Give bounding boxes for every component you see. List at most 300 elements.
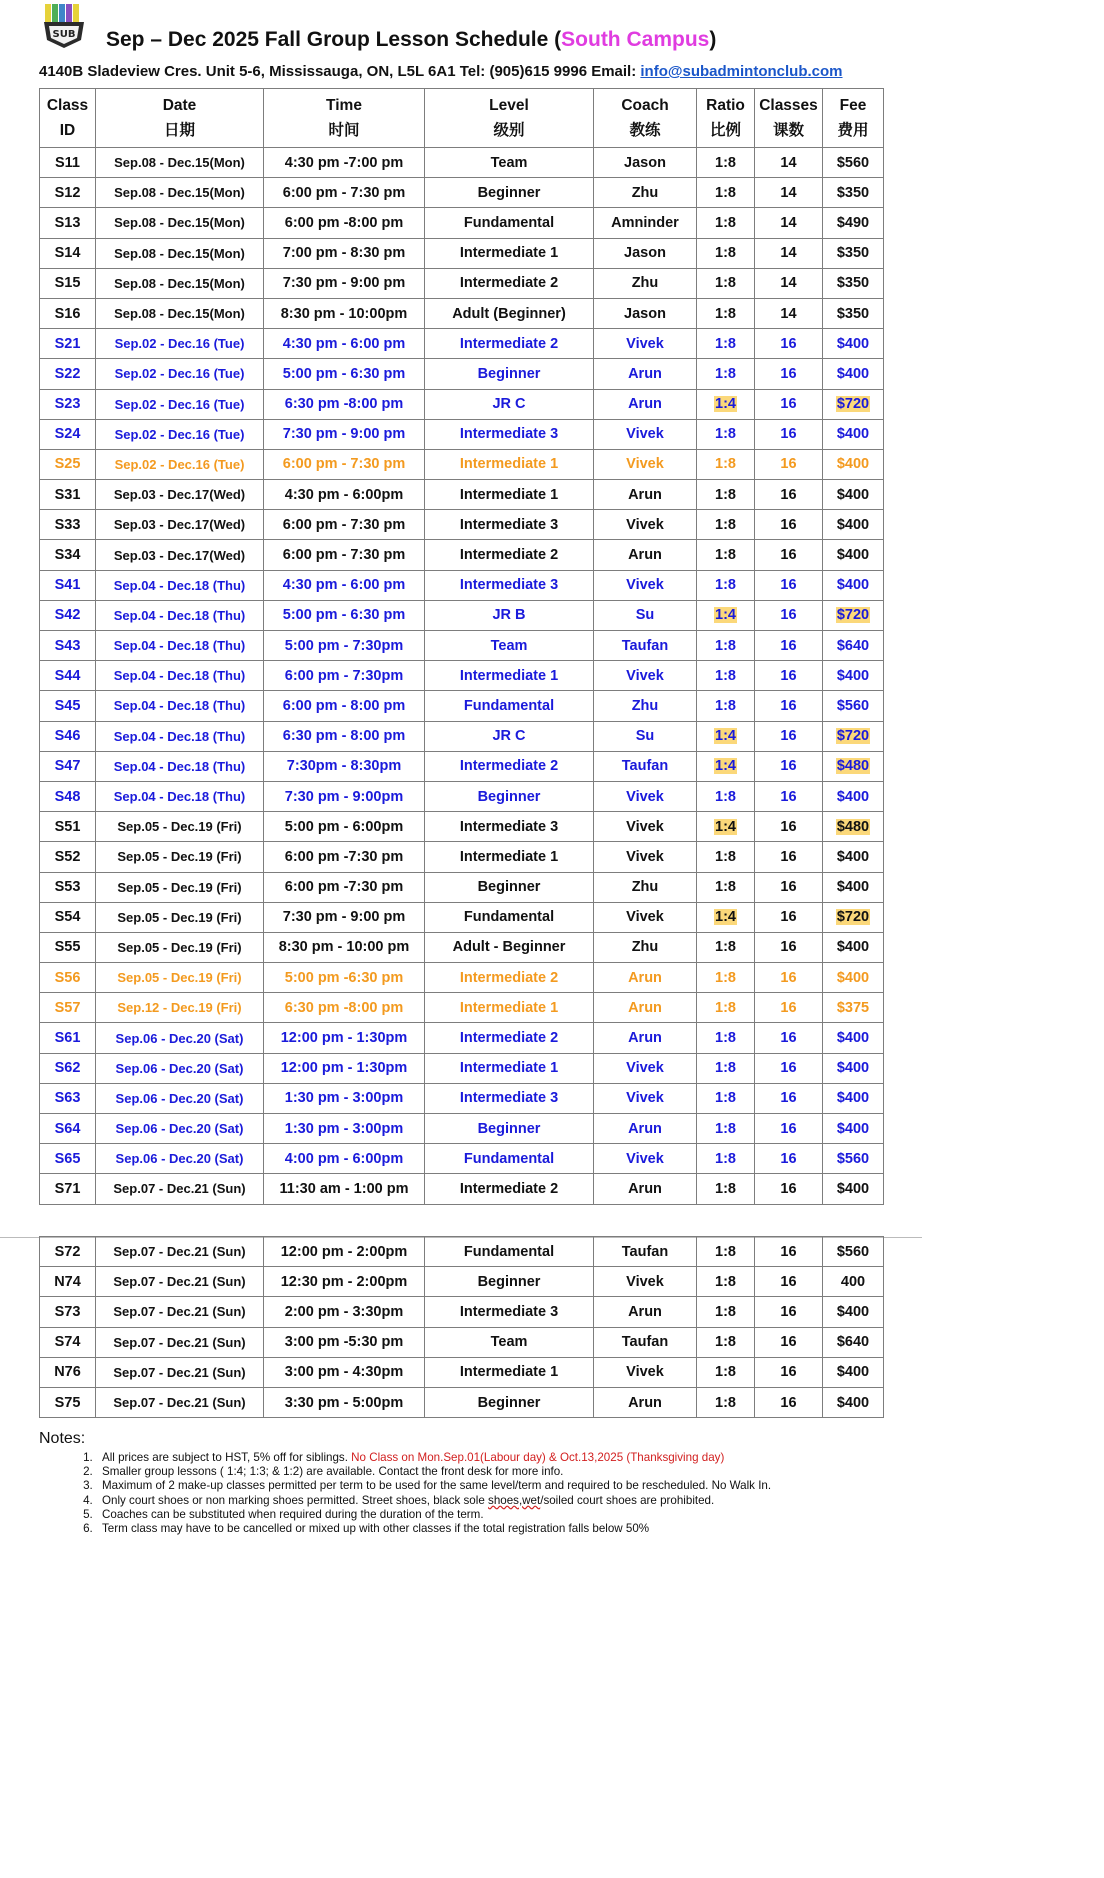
- cell-ratio: 1:8: [697, 1023, 755, 1053]
- cell-time: 6:00 pm -7:30 pm: [264, 842, 425, 872]
- table-row: [40, 238, 884, 268]
- cell-time: 6:30 pm -8:00 pm: [264, 389, 425, 419]
- cell-classes: 16: [755, 1144, 823, 1174]
- cell-ratio: 1:8: [697, 329, 755, 359]
- cell-level: Fundamental: [425, 208, 594, 238]
- cell-level: Intermediate 2: [425, 1174, 594, 1204]
- note-item: 4. Only court shoes or non marking shoes permitted. Street shoes, black sole shoes,wet/soiled court shoes are prohibited.: [96, 1494, 909, 1508]
- cell-date: Sep.07 - Dec.21 (Sun): [96, 1267, 264, 1297]
- cell-fee: $560: [823, 1237, 884, 1267]
- cell-coach: Arun: [594, 480, 697, 510]
- cell-id: S53: [40, 872, 96, 902]
- cell-id: S72: [40, 1237, 96, 1267]
- cell-fee: $400: [823, 1083, 884, 1113]
- cell-classes: 16: [755, 540, 823, 570]
- table-row: [40, 1053, 884, 1083]
- cell-fee: $400: [823, 842, 884, 872]
- schedule-table: [39, 88, 884, 1205]
- cell-fee: $720: [823, 902, 884, 932]
- cell-coach: Amninder: [594, 208, 697, 238]
- cell-fee: $720: [823, 721, 884, 751]
- cell-id: S22: [40, 359, 96, 389]
- cell-classes: 16: [755, 389, 823, 419]
- cell-fee: $720: [823, 389, 884, 419]
- col-header-classes: Classes 课数: [755, 89, 823, 148]
- cell-classes: 16: [755, 631, 823, 661]
- cell-classes: 16: [755, 480, 823, 510]
- col-header-level: Level 级别: [425, 89, 594, 148]
- cell-ratio: 1:8: [697, 1357, 755, 1387]
- cell-date: Sep.02 - Dec.16 (Tue): [96, 329, 264, 359]
- cell-fee: $640: [823, 1327, 884, 1357]
- table-row: [40, 1023, 884, 1053]
- cell-date: Sep.04 - Dec.18 (Thu): [96, 691, 264, 721]
- cell-level: Beginner: [425, 872, 594, 902]
- table-row: [40, 570, 884, 600]
- cell-time: 1:30 pm - 3:00pm: [264, 1114, 425, 1144]
- table-row: [40, 148, 884, 178]
- table-row: [40, 872, 884, 902]
- cell-id: S63: [40, 1083, 96, 1113]
- cell-ratio: 1:8: [697, 208, 755, 238]
- table-row: [40, 268, 884, 298]
- cell-classes: 16: [755, 812, 823, 842]
- cell-ratio: 1:8: [697, 661, 755, 691]
- cell-level: Intermediate 1: [425, 661, 594, 691]
- table-row: [40, 419, 884, 449]
- cell-id: S42: [40, 600, 96, 630]
- cell-time: 5:00 pm -6:30 pm: [264, 963, 425, 993]
- cell-level: Intermediate 1: [425, 238, 594, 268]
- cell-id: S56: [40, 963, 96, 993]
- cell-fee: $400: [823, 480, 884, 510]
- cell-id: S33: [40, 510, 96, 540]
- club-logo: [40, 2, 88, 50]
- cell-level: Fundamental: [425, 1237, 594, 1267]
- table-row: [40, 389, 884, 419]
- cell-coach: Vivek: [594, 1083, 697, 1113]
- notes-title: Notes:: [39, 1430, 86, 1447]
- cell-classes: 16: [755, 781, 823, 811]
- cell-coach: Vivek: [594, 449, 697, 479]
- cell-fee: $400: [823, 781, 884, 811]
- cell-date: Sep.07 - Dec.21 (Sun): [96, 1237, 264, 1267]
- cell-coach: Vivek: [594, 510, 697, 540]
- cell-level: Intermediate 2: [425, 329, 594, 359]
- cell-classes: 16: [755, 661, 823, 691]
- cell-ratio: 1:8: [697, 419, 755, 449]
- table-row: [40, 751, 884, 781]
- cell-id: N74: [40, 1267, 96, 1297]
- cell-id: N76: [40, 1357, 96, 1387]
- cell-date: Sep.02 - Dec.16 (Tue): [96, 449, 264, 479]
- cell-time: 12:00 pm - 1:30pm: [264, 1023, 425, 1053]
- cell-ratio: 1:8: [697, 1114, 755, 1144]
- cell-coach: Vivek: [594, 570, 697, 600]
- cell-coach: Vivek: [594, 1053, 697, 1083]
- cell-fee: $400: [823, 359, 884, 389]
- cell-level: Intermediate 3: [425, 1297, 594, 1327]
- cell-id: S64: [40, 1114, 96, 1144]
- cell-date: Sep.06 - Dec.20 (Sat): [96, 1053, 264, 1083]
- cell-id: S14: [40, 238, 96, 268]
- cell-date: Sep.12 - Dec.19 (Fri): [96, 993, 264, 1023]
- cell-id: S54: [40, 902, 96, 932]
- cell-date: Sep.02 - Dec.16 (Tue): [96, 359, 264, 389]
- cell-fee: $400: [823, 963, 884, 993]
- cell-id: S62: [40, 1053, 96, 1083]
- table-row: [40, 1327, 884, 1357]
- cell-id: S75: [40, 1387, 96, 1417]
- cell-ratio: 1:8: [697, 1053, 755, 1083]
- table-row: [40, 359, 884, 389]
- cell-time: 5:00 pm - 6:00pm: [264, 812, 425, 842]
- cell-level: Beginner: [425, 1267, 594, 1297]
- header-row: [40, 89, 884, 148]
- cell-id: S61: [40, 1023, 96, 1053]
- cell-fee: $400: [823, 1053, 884, 1083]
- cell-ratio: 1:8: [697, 1144, 755, 1174]
- note-item: 6. Term class may have to be cancelled or mixed up with other classes if the total registration falls below 50%: [96, 1522, 909, 1536]
- cell-time: 7:30 pm - 9:00 pm: [264, 268, 425, 298]
- cell-time: 7:30 pm - 9:00 pm: [264, 419, 425, 449]
- cell-ratio: 1:8: [697, 359, 755, 389]
- cell-ratio: 1:4: [697, 600, 755, 630]
- table-row: [40, 1144, 884, 1174]
- cell-level: Intermediate 2: [425, 268, 594, 298]
- table-row: [40, 661, 884, 691]
- table-row: [40, 1357, 884, 1387]
- cell-classes: 16: [755, 993, 823, 1023]
- cell-level: Adult (Beginner): [425, 298, 594, 328]
- cell-time: 7:00 pm - 8:30 pm: [264, 238, 425, 268]
- cell-coach: Jason: [594, 148, 697, 178]
- note-item: 1. All prices are subject to HST, 5% off for siblings. No Class on Mon.Sep.01(Labour day) & Oct.13,2025 (Thanksgiving day): [96, 1451, 909, 1465]
- cell-level: Beginner: [425, 781, 594, 811]
- col-header-ratio: Ratio 比例: [697, 89, 755, 148]
- cell-classes: 16: [755, 419, 823, 449]
- cell-id: S24: [40, 419, 96, 449]
- cell-level: JR C: [425, 389, 594, 419]
- cell-classes: 16: [755, 1053, 823, 1083]
- cell-time: 3:00 pm -5:30 pm: [264, 1327, 425, 1357]
- cell-fee: $640: [823, 631, 884, 661]
- cell-classes: 16: [755, 449, 823, 479]
- cell-fee: $560: [823, 1144, 884, 1174]
- cell-id: S43: [40, 631, 96, 661]
- cell-fee: $400: [823, 932, 884, 962]
- cell-classes: 16: [755, 1327, 823, 1357]
- cell-level: Intermediate 1: [425, 1357, 594, 1387]
- cell-time: 6:00 pm -7:30 pm: [264, 872, 425, 902]
- cell-classes: 16: [755, 1237, 823, 1267]
- cell-date: Sep.08 - Dec.15(Mon): [96, 208, 264, 238]
- cell-time: 4:30 pm - 6:00 pm: [264, 329, 425, 359]
- cell-fee: $350: [823, 268, 884, 298]
- cell-date: Sep.05 - Dec.19 (Fri): [96, 963, 264, 993]
- cell-coach: Vivek: [594, 661, 697, 691]
- cell-coach: Taufan: [594, 1327, 697, 1357]
- cell-fee: $375: [823, 993, 884, 1023]
- cell-time: 8:30 pm - 10:00pm: [264, 298, 425, 328]
- cell-fee: $400: [823, 1023, 884, 1053]
- cell-classes: 16: [755, 932, 823, 962]
- table-row: [40, 902, 884, 932]
- table-row: [40, 178, 884, 208]
- cell-time: 4:00 pm - 6:00pm: [264, 1144, 425, 1174]
- note-item: 5. Coaches can be substituted when required during the duration of the term.: [96, 1508, 909, 1522]
- cell-id: S71: [40, 1174, 96, 1204]
- cell-fee: $400: [823, 872, 884, 902]
- cell-classes: 16: [755, 1174, 823, 1204]
- cell-ratio: 1:4: [697, 902, 755, 932]
- cell-id: S34: [40, 540, 96, 570]
- cell-fee: $350: [823, 178, 884, 208]
- cell-coach: Vivek: [594, 1267, 697, 1297]
- cell-fee: $400: [823, 510, 884, 540]
- cell-ratio: 1:4: [697, 751, 755, 781]
- cell-time: 12:00 pm - 2:00pm: [264, 1237, 425, 1267]
- cell-fee: $400: [823, 661, 884, 691]
- cell-fee: $400: [823, 1174, 884, 1204]
- cell-coach: Arun: [594, 1023, 697, 1053]
- cell-time: 6:30 pm -8:00 pm: [264, 993, 425, 1023]
- cell-ratio: 1:4: [697, 389, 755, 419]
- cell-ratio: 1:8: [697, 1267, 755, 1297]
- cell-time: 5:00 pm - 6:30 pm: [264, 600, 425, 630]
- cell-fee: $400: [823, 540, 884, 570]
- cell-level: Intermediate 2: [425, 963, 594, 993]
- cell-date: Sep.04 - Dec.18 (Thu): [96, 661, 264, 691]
- cell-time: 12:30 pm - 2:00pm: [264, 1267, 425, 1297]
- cell-ratio: 1:8: [697, 480, 755, 510]
- cell-date: Sep.08 - Dec.15(Mon): [96, 148, 264, 178]
- cell-classes: 16: [755, 1357, 823, 1387]
- cell-coach: Vivek: [594, 842, 697, 872]
- table-row: [40, 600, 884, 630]
- campus-name: South Campus: [561, 28, 710, 51]
- cell-classes: 14: [755, 298, 823, 328]
- cell-ratio: 1:8: [697, 510, 755, 540]
- cell-classes: 16: [755, 1023, 823, 1053]
- cell-time: 7:30 pm - 9:00 pm: [264, 902, 425, 932]
- cell-time: 6:00 pm - 7:30 pm: [264, 510, 425, 540]
- cell-classes: 16: [755, 872, 823, 902]
- cell-fee: $490: [823, 208, 884, 238]
- table-row: [40, 781, 884, 811]
- table-row: [40, 812, 884, 842]
- cell-coach: Taufan: [594, 1237, 697, 1267]
- table-row: [40, 208, 884, 238]
- cell-classes: 16: [755, 1297, 823, 1327]
- cell-fee: $400: [823, 1357, 884, 1387]
- cell-level: JR C: [425, 721, 594, 751]
- cell-id: S44: [40, 661, 96, 691]
- cell-date: Sep.05 - Dec.19 (Fri): [96, 812, 264, 842]
- col-header-fee: Fee 费用: [823, 89, 884, 148]
- col-header-date: Date 日期: [96, 89, 264, 148]
- table-row: [40, 691, 884, 721]
- cell-date: Sep.05 - Dec.19 (Fri): [96, 932, 264, 962]
- cell-ratio: 1:8: [697, 1174, 755, 1204]
- table-row: [40, 993, 884, 1023]
- cell-coach: Vivek: [594, 902, 697, 932]
- cell-fee: $400: [823, 449, 884, 479]
- holiday-notice: No Class on Mon.Sep.01(Labour day) & Oct.13,2025 (Thanksgiving day): [351, 1451, 725, 1464]
- cell-time: 3:30 pm - 5:00pm: [264, 1387, 425, 1417]
- cell-classes: 14: [755, 178, 823, 208]
- cell-level: Beginner: [425, 1114, 594, 1144]
- table-row: [40, 721, 884, 751]
- cell-coach: Su: [594, 600, 697, 630]
- cell-ratio: 1:8: [697, 963, 755, 993]
- cell-date: Sep.06 - Dec.20 (Sat): [96, 1023, 264, 1053]
- cell-coach: Vivek: [594, 329, 697, 359]
- cell-id: S73: [40, 1297, 96, 1327]
- cell-level: Intermediate 2: [425, 540, 594, 570]
- note-item: 2. Smaller group lessons ( 1:4; 1:3; & 1:2) are available. Contact the front desk for more info.: [96, 1465, 909, 1479]
- cell-date: Sep.02 - Dec.16 (Tue): [96, 389, 264, 419]
- cell-date: Sep.04 - Dec.18 (Thu): [96, 781, 264, 811]
- cell-level: Fundamental: [425, 902, 594, 932]
- cell-level: Intermediate 3: [425, 510, 594, 540]
- cell-level: Intermediate 1: [425, 993, 594, 1023]
- cell-ratio: 1:8: [697, 691, 755, 721]
- cell-coach: Su: [594, 721, 697, 751]
- table-row: [40, 329, 884, 359]
- cell-ratio: 1:8: [697, 631, 755, 661]
- cell-id: S23: [40, 389, 96, 419]
- cell-id: S13: [40, 208, 96, 238]
- cell-coach: Taufan: [594, 631, 697, 661]
- logo-text: SUB: [52, 29, 76, 40]
- cell-coach: Arun: [594, 1387, 697, 1417]
- cell-time: 2:00 pm - 3:30pm: [264, 1297, 425, 1327]
- table-row: [40, 631, 884, 661]
- cell-id: S48: [40, 781, 96, 811]
- page-title: Sep – Dec 2025 Fall Group Lesson Schedule (South Campus): [106, 28, 717, 51]
- cell-date: Sep.06 - Dec.20 (Sat): [96, 1144, 264, 1174]
- cell-coach: Arun: [594, 540, 697, 570]
- cell-id: S16: [40, 298, 96, 328]
- cell-classes: 16: [755, 600, 823, 630]
- cell-coach: Zhu: [594, 932, 697, 962]
- cell-date: Sep.08 - Dec.15(Mon): [96, 178, 264, 208]
- cell-classes: 16: [755, 329, 823, 359]
- email-link[interactable]: info@subadmintonclub.com: [640, 63, 843, 80]
- cell-time: 5:00 pm - 7:30pm: [264, 631, 425, 661]
- schedule-table-continued: [39, 1236, 884, 1418]
- cell-ratio: 1:8: [697, 449, 755, 479]
- cell-date: Sep.05 - Dec.19 (Fri): [96, 842, 264, 872]
- cell-time: 4:30 pm - 6:00 pm: [264, 570, 425, 600]
- cell-classes: 16: [755, 1387, 823, 1417]
- cell-fee: $400: [823, 1114, 884, 1144]
- cell-ratio: 1:8: [697, 932, 755, 962]
- cell-coach: Zhu: [594, 872, 697, 902]
- cell-coach: Arun: [594, 1174, 697, 1204]
- cell-level: Intermediate 3: [425, 812, 594, 842]
- col-header-coach: Coach 教练: [594, 89, 697, 148]
- cell-id: S41: [40, 570, 96, 600]
- cell-coach: Arun: [594, 993, 697, 1023]
- cell-fee: 400: [823, 1267, 884, 1297]
- cell-time: 11:30 am - 1:00 pm: [264, 1174, 425, 1204]
- table-row: [40, 1267, 884, 1297]
- table-row: [40, 449, 884, 479]
- cell-ratio: 1:8: [697, 540, 755, 570]
- cell-id: S55: [40, 932, 96, 962]
- cell-ratio: 1:8: [697, 298, 755, 328]
- cell-fee: $350: [823, 238, 884, 268]
- cell-level: Fundamental: [425, 691, 594, 721]
- cell-classes: 16: [755, 570, 823, 600]
- table-row: [40, 1114, 884, 1144]
- cell-coach: Zhu: [594, 268, 697, 298]
- cell-level: Intermediate 1: [425, 480, 594, 510]
- cell-ratio: 1:8: [697, 268, 755, 298]
- table-row: [40, 932, 884, 962]
- cell-time: 6:00 pm - 7:30 pm: [264, 449, 425, 479]
- cell-fee: $400: [823, 1387, 884, 1417]
- cell-ratio: 1:8: [697, 993, 755, 1023]
- cell-coach: Vivek: [594, 419, 697, 449]
- cell-fee: $560: [823, 148, 884, 178]
- cell-ratio: 1:4: [697, 812, 755, 842]
- cell-time: 6:00 pm - 7:30 pm: [264, 178, 425, 208]
- cell-coach: Jason: [594, 238, 697, 268]
- cell-date: Sep.02 - Dec.16 (Tue): [96, 419, 264, 449]
- cell-classes: 16: [755, 359, 823, 389]
- cell-date: Sep.04 - Dec.18 (Thu): [96, 721, 264, 751]
- cell-date: Sep.05 - Dec.19 (Fri): [96, 902, 264, 932]
- cell-classes: 16: [755, 691, 823, 721]
- cell-coach: Arun: [594, 1297, 697, 1327]
- cell-time: 12:00 pm - 1:30pm: [264, 1053, 425, 1083]
- cell-date: Sep.03 - Dec.17(Wed): [96, 480, 264, 510]
- cell-level: Team: [425, 631, 594, 661]
- table-row: [40, 1174, 884, 1204]
- cell-time: 6:00 pm - 8:00 pm: [264, 691, 425, 721]
- cell-classes: 16: [755, 510, 823, 540]
- cell-coach: Jason: [594, 298, 697, 328]
- cell-classes: 16: [755, 902, 823, 932]
- cell-date: Sep.08 - Dec.15(Mon): [96, 238, 264, 268]
- table-row: [40, 1083, 884, 1113]
- table-row: [40, 540, 884, 570]
- cell-date: Sep.04 - Dec.18 (Thu): [96, 751, 264, 781]
- cell-classes: 16: [755, 751, 823, 781]
- cell-ratio: 1:8: [697, 178, 755, 208]
- cell-date: Sep.06 - Dec.20 (Sat): [96, 1114, 264, 1144]
- table-row: [40, 842, 884, 872]
- cell-level: Team: [425, 1327, 594, 1357]
- cell-level: Beginner: [425, 359, 594, 389]
- cell-classes: 16: [755, 1083, 823, 1113]
- cell-id: S57: [40, 993, 96, 1023]
- cell-coach: Vivek: [594, 1357, 697, 1387]
- cell-date: Sep.07 - Dec.21 (Sun): [96, 1387, 264, 1417]
- cell-ratio: 1:8: [697, 238, 755, 268]
- cell-fee: $400: [823, 1297, 884, 1327]
- cell-coach: Zhu: [594, 178, 697, 208]
- cell-id: S65: [40, 1144, 96, 1174]
- cell-classes: 16: [755, 1267, 823, 1297]
- cell-date: Sep.04 - Dec.18 (Thu): [96, 570, 264, 600]
- cell-coach: Arun: [594, 963, 697, 993]
- cell-coach: Vivek: [594, 1144, 697, 1174]
- cell-level: Adult - Beginner: [425, 932, 594, 962]
